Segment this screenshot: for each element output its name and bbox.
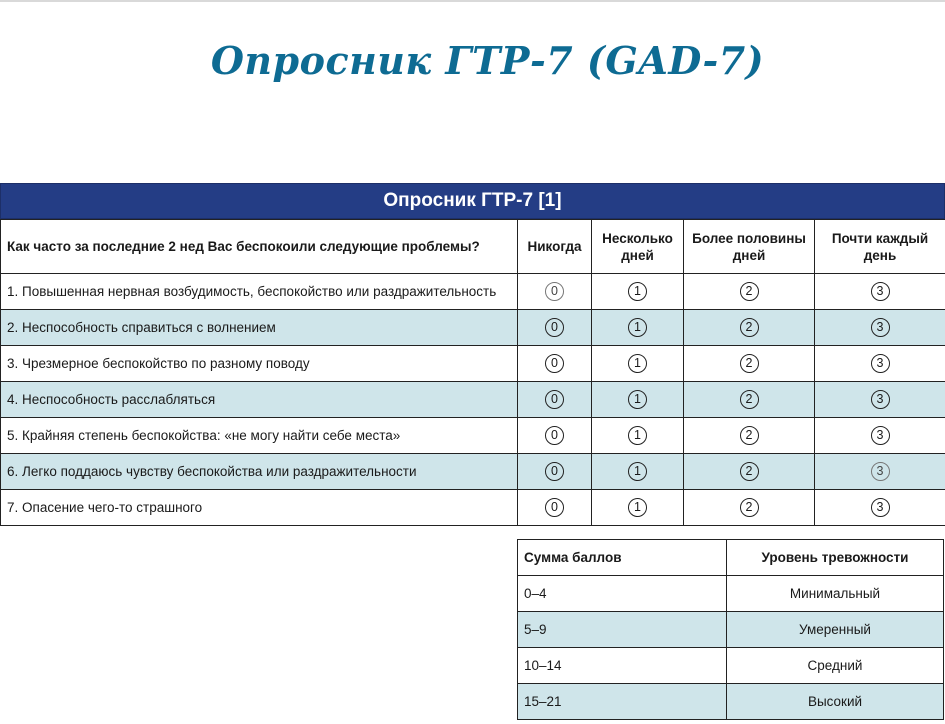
score-cell bbox=[592, 274, 684, 310]
scoring-row bbox=[518, 612, 944, 648]
score-option-2[interactable]: 2 bbox=[740, 390, 759, 409]
score-cell bbox=[815, 274, 945, 310]
score-option-1[interactable]: 1 bbox=[628, 390, 647, 409]
question-text: 7. Опасение чего-то страшного bbox=[1, 490, 518, 526]
score-cell bbox=[592, 490, 684, 526]
score-option-2[interactable]: 2 bbox=[740, 426, 759, 445]
anxiety-level: Высокий bbox=[727, 684, 944, 720]
question-row bbox=[1, 454, 945, 490]
score-cell bbox=[815, 382, 945, 418]
score-cell bbox=[684, 382, 815, 418]
score-cell bbox=[518, 274, 592, 310]
anxiety-level: Минимальный bbox=[727, 576, 944, 612]
column-header-more-than-half: Более половины дней bbox=[684, 220, 815, 274]
score-cell bbox=[815, 346, 945, 382]
questionnaire-grid bbox=[0, 219, 945, 526]
score-cell bbox=[815, 310, 945, 346]
score-cell bbox=[815, 490, 945, 526]
score-option-1[interactable]: 1 bbox=[628, 282, 647, 301]
score-option-3[interactable]: 3 bbox=[871, 426, 890, 445]
score-option-3[interactable]: 3 bbox=[871, 354, 890, 373]
score-cell bbox=[518, 418, 592, 454]
score-cell bbox=[815, 454, 945, 490]
questionnaire-table bbox=[0, 183, 945, 526]
column-header-nearly-every-day: Почти каждый день bbox=[815, 220, 945, 274]
score-cell bbox=[518, 454, 592, 490]
column-header-never: Никогда bbox=[518, 220, 592, 274]
score-option-3[interactable]: 3 bbox=[871, 282, 890, 301]
score-cell bbox=[518, 382, 592, 418]
question-text: 1. Повышенная нервная возбудимость, беспокойство или раздражительность bbox=[1, 274, 518, 310]
question-row bbox=[1, 346, 945, 382]
score-option-0[interactable]: 0 bbox=[545, 462, 564, 481]
score-cell bbox=[592, 418, 684, 454]
score-cell bbox=[684, 274, 815, 310]
score-cell bbox=[518, 490, 592, 526]
scoring-header-row bbox=[518, 540, 944, 576]
score-range: 0–4 bbox=[518, 576, 727, 612]
score-cell bbox=[684, 490, 815, 526]
scoring-row bbox=[518, 576, 944, 612]
score-cell bbox=[684, 418, 815, 454]
score-range: 15–21 bbox=[518, 684, 727, 720]
scoring-row bbox=[518, 684, 944, 720]
score-option-2[interactable]: 2 bbox=[740, 282, 759, 301]
question-row bbox=[1, 382, 945, 418]
scoring-header-sum: Сумма баллов bbox=[518, 540, 727, 576]
score-cell bbox=[592, 454, 684, 490]
score-option-2[interactable]: 2 bbox=[740, 318, 759, 337]
score-option-2[interactable]: 2 bbox=[740, 498, 759, 517]
question-text: 6. Легко поддаюсь чувству беспокойства или раздражительности bbox=[1, 454, 518, 490]
score-option-1[interactable]: 1 bbox=[628, 462, 647, 481]
question-text: 3. Чрезмерное беспокойство по разному поводу bbox=[1, 346, 518, 382]
page-title: Опросник ГТР-7 (GAD-7) bbox=[210, 38, 765, 83]
question-text: 5. Крайняя степень беспокойства: «не могу найти себе места» bbox=[1, 418, 518, 454]
anxiety-level: Средний bbox=[727, 648, 944, 684]
questionnaire-header-row bbox=[1, 220, 945, 274]
score-option-3[interactable]: 3 bbox=[871, 390, 890, 409]
score-cell bbox=[684, 346, 815, 382]
question-row bbox=[1, 490, 945, 526]
score-option-1[interactable]: 1 bbox=[628, 354, 647, 373]
score-option-0[interactable]: 0 bbox=[545, 426, 564, 445]
score-option-3[interactable]: 3 bbox=[871, 498, 890, 517]
score-option-3[interactable]: 3 bbox=[871, 462, 890, 481]
score-option-2[interactable]: 2 bbox=[740, 462, 759, 481]
score-cell bbox=[684, 454, 815, 490]
score-option-0[interactable]: 0 bbox=[545, 498, 564, 517]
scoring-grid bbox=[517, 539, 944, 720]
score-option-0[interactable]: 0 bbox=[545, 318, 564, 337]
score-range: 5–9 bbox=[518, 612, 727, 648]
scoring-header-level: Уровень тревожности bbox=[727, 540, 944, 576]
top-divider bbox=[0, 0, 945, 2]
questionnaire-header: Опросник ГТР-7 [1] bbox=[0, 183, 945, 219]
scoring-row bbox=[518, 648, 944, 684]
column-header-several-days: Несколько дней bbox=[592, 220, 684, 274]
score-option-1[interactable]: 1 bbox=[628, 498, 647, 517]
score-cell bbox=[684, 310, 815, 346]
question-text: 4. Неспособность расслабляться bbox=[1, 382, 518, 418]
score-option-0[interactable]: 0 bbox=[545, 390, 564, 409]
score-option-3[interactable]: 3 bbox=[871, 318, 890, 337]
score-range: 10–14 bbox=[518, 648, 727, 684]
score-cell bbox=[592, 382, 684, 418]
question-row bbox=[1, 274, 945, 310]
question-row bbox=[1, 310, 945, 346]
anxiety-level: Умеренный bbox=[727, 612, 944, 648]
score-cell bbox=[592, 310, 684, 346]
score-cell bbox=[518, 346, 592, 382]
question-text: 2. Неспособность справиться с волнением bbox=[1, 310, 518, 346]
score-option-0[interactable]: 0 bbox=[545, 354, 564, 373]
score-cell bbox=[592, 346, 684, 382]
question-row bbox=[1, 418, 945, 454]
score-option-0[interactable]: 0 bbox=[545, 282, 564, 301]
score-option-2[interactable]: 2 bbox=[740, 354, 759, 373]
score-option-1[interactable]: 1 bbox=[628, 318, 647, 337]
score-cell bbox=[815, 418, 945, 454]
score-cell bbox=[518, 310, 592, 346]
scoring-table bbox=[517, 539, 943, 720]
score-option-1[interactable]: 1 bbox=[628, 426, 647, 445]
question-prompt: Как часто за последние 2 нед Вас беспокоили следующие проблемы? bbox=[1, 220, 518, 274]
